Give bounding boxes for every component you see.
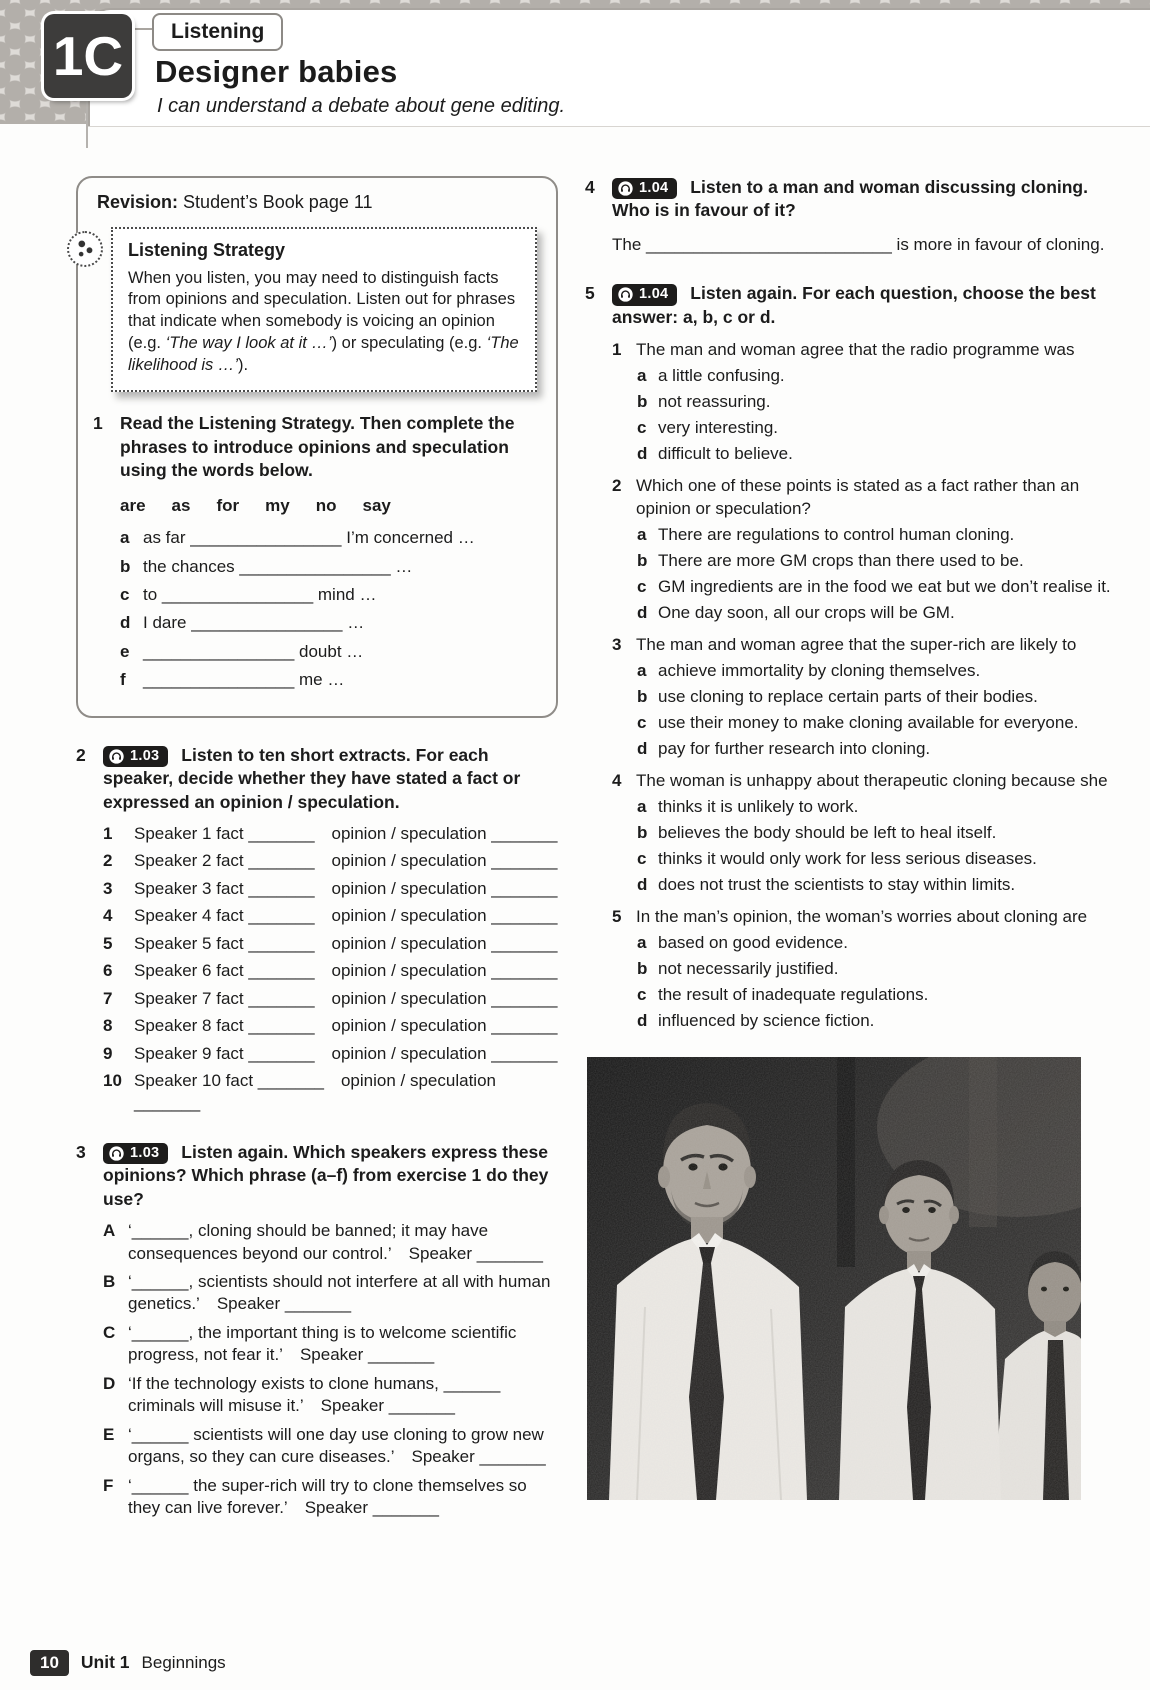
phrase-item — [120, 556, 541, 578]
option-text: not reassuring. — [658, 392, 771, 412]
speaker-row-text: Speaker 7 fact _______ opinion / speculation _______ — [134, 988, 558, 1008]
opinion-item-key: B — [103, 1272, 116, 1292]
speaker-row-key: 5 — [103, 933, 113, 953]
answer-option — [637, 874, 1130, 896]
listening-strategy-box — [111, 227, 537, 393]
phrase-item-text: the chances ________________ … — [143, 556, 413, 576]
option-text: does not trust the scientists to stay within limits. — [658, 874, 1016, 894]
speaker-row-text: Speaker 8 fact _______ opinion / speculation _______ — [134, 1016, 558, 1036]
answer-option — [637, 796, 1130, 818]
option-letter: d — [637, 602, 648, 622]
clones-photo — [587, 1057, 1081, 1500]
option-text: based on good evidence. — [658, 933, 848, 953]
opinion-item-text: ‘______, the important thing is to welcome scientific progress, not fear it.’ Speaker _______ — [128, 1322, 517, 1365]
option-letter: d — [637, 1011, 648, 1031]
phrase-item — [120, 641, 541, 663]
option-letter: b — [637, 550, 648, 570]
footer-unit-title: Beginnings — [141, 1652, 226, 1672]
answer-option — [637, 712, 1130, 734]
answer-option — [637, 524, 1130, 546]
phrase-item-text: to ________________ mind … — [143, 584, 377, 604]
exercise-number: 5 — [585, 283, 595, 304]
opinion-item — [103, 1322, 558, 1367]
wordbank-word: for — [216, 495, 240, 515]
answer-option — [637, 391, 1130, 413]
speaker-row-text: Speaker 6 fact _______ opinion / speculation _______ — [134, 961, 558, 981]
speaker-row-text: Speaker 10 fact _______ opinion / speculation _______ — [134, 1070, 496, 1113]
phrase-item-text: I dare ________________ … — [143, 613, 365, 633]
instruction-text: Listen to a man and woman discussing cloning. Who is in favour of it? — [612, 177, 1088, 221]
speaker-row-key: 4 — [103, 906, 113, 926]
exercise-5 — [585, 282, 1130, 1032]
option-letter: a — [637, 797, 647, 817]
audio-badge — [103, 1143, 168, 1164]
speaker-row-key: 9 — [103, 1043, 113, 1063]
exercise-2 — [76, 744, 558, 1115]
right-column — [585, 176, 1130, 1500]
opinion-item-text: ‘______, scientists should not interfere at all with human genetics.’ Speaker _______ — [128, 1272, 551, 1314]
option-letter: c — [637, 576, 647, 596]
exercise-instruction — [103, 744, 558, 814]
phrase-item — [120, 527, 541, 549]
opinion-item-key: C — [103, 1322, 116, 1342]
option-letter: c — [637, 985, 647, 1005]
option-text: There are more GM crops than there used to be. — [658, 550, 1024, 570]
question-block — [612, 770, 1130, 896]
speaker-row-text: Speaker 3 fact _______ opinion / speculation _______ — [134, 878, 558, 898]
option-text: the result of inadequate regulations. — [658, 985, 929, 1005]
strategy-text-segment: ) or speculating (e.g. — [331, 333, 487, 352]
exercise-number: 4 — [585, 177, 595, 197]
headphones-icon — [617, 286, 634, 303]
revision-line — [97, 191, 541, 215]
speaker-list — [103, 823, 558, 1115]
question-stem: The woman is unhappy about therapeutic cloning because she — [636, 771, 1108, 791]
question-block — [612, 475, 1130, 624]
audio-badge — [612, 178, 677, 199]
opinion-item — [103, 1475, 558, 1520]
speaker-row — [103, 960, 558, 982]
headphones-icon — [617, 180, 634, 197]
option-letter: d — [637, 443, 648, 463]
option-text: influenced by science fiction. — [658, 1011, 875, 1031]
speaker-row — [103, 1015, 558, 1037]
option-letter: a — [637, 660, 647, 680]
phrase-item-key: d — [120, 613, 131, 633]
option-letter: b — [637, 823, 648, 843]
speaker-row — [103, 1070, 558, 1115]
opinion-item — [103, 1373, 558, 1418]
option-text: use cloning to replace certain parts of their bodies. — [658, 686, 1038, 706]
speaker-row — [103, 905, 558, 927]
headphones-icon — [108, 748, 125, 765]
strategy-body — [128, 268, 520, 377]
exercise-3 — [76, 1141, 558, 1520]
exercise-instruction — [612, 282, 1130, 329]
opinion-item-key: E — [103, 1424, 115, 1444]
speaker-row — [103, 1043, 558, 1065]
phrase-item-key: b — [120, 556, 131, 576]
header-divider — [88, 126, 1150, 127]
answer-option — [637, 660, 1130, 682]
answer-option — [637, 1010, 1130, 1032]
speaker-row-text: Speaker 2 fact _______ opinion / speculation _______ — [134, 851, 558, 871]
headphones-icon — [108, 1145, 125, 1162]
answer-option — [637, 738, 1130, 760]
speaker-row-key: 3 — [103, 878, 113, 898]
question-stem-row — [612, 339, 1130, 361]
unit-badge: 1C — [44, 14, 132, 98]
strategy-title: Listening Strategy — [128, 239, 286, 260]
option-text: believes the body should be left to heal itself. — [658, 823, 997, 843]
speaker-row-key: 7 — [103, 988, 113, 1008]
phrase-item-text: as far ________________ I’m concerned … — [143, 528, 475, 548]
question-stem: The man and woman agree that the radio programme was — [636, 340, 1075, 360]
answer-option — [637, 443, 1130, 465]
question-block — [612, 906, 1130, 1032]
answer-option — [637, 958, 1130, 980]
speaker-row-text: Speaker 4 fact _______ opinion / speculation _______ — [134, 906, 558, 926]
question-number: 4 — [612, 771, 622, 791]
wordbank-word: my — [265, 495, 290, 515]
exercise-5-header — [585, 282, 1130, 329]
instruction-text: Listen again. For each question, choose the best answer: a, b, c or d. — [612, 283, 1096, 327]
phrase-item — [120, 584, 541, 606]
answer-option — [637, 576, 1130, 598]
strategy-text-segment: ‘The way I look at it …’ — [165, 333, 332, 352]
wordbank-word: as — [171, 495, 191, 515]
exercise-2-header — [76, 744, 558, 814]
opinion-item-key: A — [103, 1221, 116, 1241]
option-text: use their money to make cloning available for everyone. — [658, 712, 1079, 732]
strategy-text-segment: When you listen, you may need to distinguish facts from opinions and speculation. Listen out for phrases that indicate when somebody is voicing an opinion (e.g. — [128, 268, 516, 352]
word-bank — [120, 495, 541, 517]
speaker-row-key: 8 — [103, 1016, 113, 1036]
exercise-3-header — [76, 1141, 558, 1211]
option-letter: a — [637, 933, 647, 953]
option-letter: a — [637, 366, 647, 386]
question-number: 1 — [612, 340, 622, 360]
speaker-row-key: 1 — [103, 824, 113, 844]
opinion-item-text: ‘If the technology exists to clone humans, ______ criminals will misuse it.’ Speaker _______ — [128, 1373, 501, 1416]
answer-option — [637, 984, 1130, 1006]
phrase-item-key: a — [120, 528, 130, 548]
audio-badge — [612, 284, 677, 305]
page-number: 10 — [30, 1650, 69, 1676]
exercise-number: 2 — [76, 744, 86, 765]
section-tab: Listening — [152, 13, 283, 51]
question-stem: The man and woman agree that the super-rich are likely to — [636, 635, 1077, 654]
phrase-list — [120, 527, 541, 692]
footer-unit: Unit 1 — [80, 1652, 130, 1673]
badge-stub-line — [86, 100, 88, 148]
revision-label: Revision: — [97, 192, 179, 212]
opinion-item — [103, 1424, 558, 1469]
instruction-text: Listen to ten short extracts. For each speaker, decide whether they have stated a fact or expressed an opinion / speculation. — [103, 744, 521, 812]
answer-option — [637, 848, 1130, 870]
option-text: achieve immortality by cloning themselves. — [658, 660, 981, 680]
page-subtitle: I can understand a debate about gene editing. — [157, 95, 566, 117]
question-stem-row — [612, 475, 1130, 520]
option-text: GM ingredients are in the food we eat but we don’t realise it. — [658, 576, 1111, 596]
option-letter: d — [637, 738, 648, 758]
speaker-row — [103, 988, 558, 1010]
strategy-text-segment: ). — [238, 355, 249, 374]
option-text: difficult to believe. — [658, 443, 793, 463]
answer-line: The __________________________ is more in favour of cloning. — [612, 234, 1105, 254]
audio-badge — [103, 746, 168, 767]
audio-track-number: 1.03 — [130, 747, 160, 764]
question-number: 2 — [612, 476, 622, 496]
wordbank-word: say — [362, 495, 391, 515]
speaker-row — [103, 850, 558, 872]
speaker-row-key: 10 — [103, 1070, 122, 1090]
question-number: 3 — [612, 635, 622, 654]
answer-option — [637, 550, 1130, 572]
option-letter: c — [637, 712, 647, 732]
wordbank-word: are — [120, 495, 146, 515]
exercise-instruction — [120, 412, 541, 482]
option-letter: b — [637, 686, 648, 706]
option-letter: c — [637, 849, 647, 868]
left-column — [76, 176, 558, 1525]
answer-option — [637, 822, 1130, 844]
phrase-item-text: ________________ me … — [143, 670, 345, 690]
exercise-number: 1 — [93, 413, 103, 434]
audio-track-number: 1.04 — [639, 286, 669, 303]
exercise-4 — [585, 176, 1130, 256]
audio-track-number: 1.03 — [130, 1144, 160, 1161]
opinion-item-text: ‘______ the super-rich will try to clone themselves so they can live forever.’ Speaker _______ — [128, 1475, 527, 1517]
question-stem-row — [612, 770, 1130, 792]
answer-option — [637, 365, 1130, 387]
answer-option — [637, 932, 1130, 954]
speaker-row-text: Speaker 5 fact _______ opinion / speculation _______ — [134, 933, 558, 953]
question-block — [612, 339, 1130, 465]
speaker-row-text: Speaker 1 fact _______ opinion / speculation _______ — [134, 824, 558, 844]
answer-option — [637, 417, 1130, 439]
speaker-row — [103, 878, 558, 900]
exercise-1-header — [93, 412, 541, 482]
question-stem: Which one of these points is stated as a fact rather than an opinion or speculation? — [636, 476, 1080, 518]
option-letter: c — [637, 418, 647, 437]
phrase-item-key: c — [120, 584, 130, 604]
option-text: a little confusing. — [658, 366, 785, 386]
dots-icon — [67, 231, 103, 267]
speaker-row — [103, 933, 558, 955]
question-block — [612, 634, 1130, 760]
phrase-item-key: e — [120, 641, 130, 661]
question-number: 5 — [612, 907, 622, 927]
opinion-item — [103, 1220, 558, 1265]
option-letter: b — [637, 959, 648, 979]
answer-option — [637, 686, 1130, 708]
exercise-instruction — [103, 1141, 558, 1211]
opinion-item — [103, 1271, 558, 1316]
speaker-row-text: Speaker 9 fact _______ opinion / speculation _______ — [134, 1043, 558, 1063]
question-stem: In the man’s opinion, the woman’s worries about cloning are — [636, 907, 1088, 927]
option-text: very interesting. — [658, 418, 778, 437]
speaker-row-key: 2 — [103, 851, 113, 871]
exercise-instruction — [612, 176, 1130, 223]
exercise-number: 3 — [76, 1141, 86, 1162]
phrase-item — [120, 612, 541, 634]
revision-text: Student’s Book page 11 — [183, 192, 373, 212]
wordbank-word: no — [315, 495, 337, 515]
option-text: pay for further research into cloning. — [658, 738, 931, 758]
option-text: One day soon, all our crops will be GM. — [658, 602, 955, 622]
opinion-item-key: D — [103, 1373, 116, 1393]
revision-box — [76, 176, 558, 718]
option-letter: b — [637, 392, 648, 412]
speaker-row — [103, 823, 558, 845]
question-list — [612, 339, 1130, 1032]
option-text: thinks it is unlikely to work. — [658, 797, 859, 817]
option-letter: a — [637, 524, 647, 544]
exercise-1 — [93, 412, 541, 691]
question-stem-row — [612, 634, 1130, 656]
phrase-item-text: ________________ doubt … — [143, 641, 364, 661]
question-stem-row — [612, 906, 1130, 928]
answer-option — [637, 602, 1130, 624]
strategy-text-segment: ‘The likelihood is …’ — [128, 333, 519, 374]
option-text: thinks it would only work for less serious diseases. — [658, 849, 1037, 868]
phrase-item — [120, 669, 541, 691]
speaker-row-key: 6 — [103, 961, 113, 981]
option-text: not necessarily justified. — [658, 959, 839, 979]
audio-track-number: 1.04 — [639, 179, 669, 196]
instruction-text: Read the Listening Strategy. Then complete the phrases to introduce opinions and speculation using the words below. — [120, 413, 515, 481]
exercise-4-header — [585, 176, 1130, 223]
opinion-item-text: ‘______ scientists will one day use cloning to grow new organs, so they can cure diseases.’ Speaker _______ — [128, 1424, 546, 1467]
option-letter: d — [637, 874, 648, 894]
phrase-item-key: f — [120, 670, 126, 690]
instruction-text: Listen again. Which speakers express these opinions? Which phrase (a–f) from exercise 1 do they use? — [103, 1141, 549, 1209]
page-footer — [30, 1650, 226, 1676]
page-title: Designer babies — [155, 54, 398, 89]
opinion-item-key: F — [103, 1475, 114, 1495]
option-text: There are regulations to control human cloning. — [658, 524, 1015, 544]
opinion-item-text: ‘______, cloning should be banned; it may have consequences beyond our control.’ Speaker _______ — [128, 1221, 543, 1263]
opinion-list — [103, 1220, 558, 1519]
